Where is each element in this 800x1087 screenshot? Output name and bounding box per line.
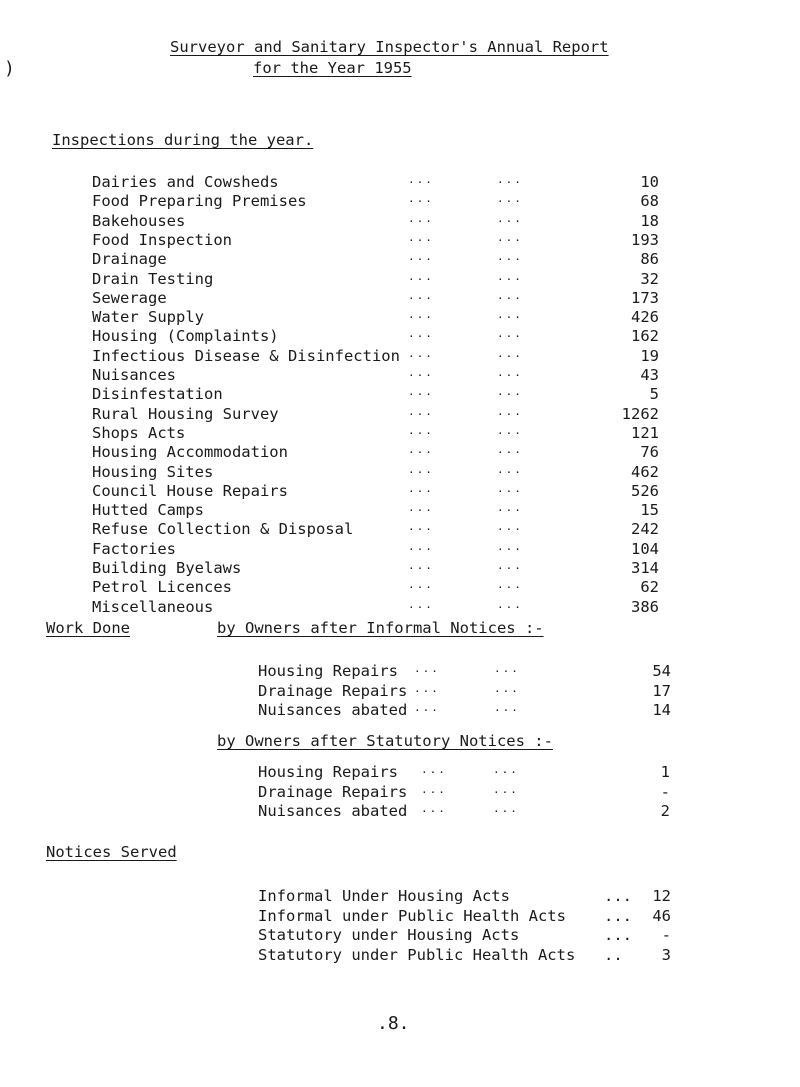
leader-dots: ... [421,763,447,776]
inspection-row-label: Refuse Collection & Disposal [92,520,354,539]
inspection-row [92,385,659,405]
inspection-row-label: Infectious Disease & Disinfection [92,346,400,365]
report-year: for the Year 1955 [253,59,412,77]
leader-dots: ... [497,501,523,515]
inspection-row [92,212,659,232]
inspection-row [92,270,659,290]
inspection-row-label: Housing Accommodation [92,443,288,462]
informal-work-row-value: 17 [652,681,671,700]
leader-dots: ... [604,887,632,905]
inspection-row-value: 86 [640,250,659,269]
leader-dots: ... [497,578,523,592]
leader-dots: ... [497,539,523,553]
leader-dots: ... [408,173,434,186]
inspection-row-label: Food Preparing Premises [92,192,307,211]
inspection-row-value: 462 [631,462,659,481]
leader-dots: ... [408,192,434,206]
notice-row-label: Statutory under Housing Acts [258,926,520,944]
leader-dots: ... [497,211,523,225]
leader-dots: ... [421,782,447,796]
leader-dots: ... [408,288,434,302]
statutory-work-row-label: Housing Repairs [258,763,398,781]
informal-work-row-value: 14 [652,701,671,719]
inspection-row-value: 314 [631,559,659,577]
inspection-row-value: 526 [631,481,659,500]
leader-dots: ... [408,366,434,379]
leader-dots: ... [408,211,434,225]
inspection-row-value: 426 [631,308,659,327]
inspection-row [92,424,659,444]
inspection-row-label: Water Supply [92,308,204,327]
inspection-row-label: Drainage [92,250,167,269]
inspection-row [92,366,659,386]
inspection-row-label: Dairies and Cowsheds [92,173,279,191]
leader-dots: ... [497,597,523,611]
statutory-work-row-value: 1 [660,763,670,781]
leader-dots: ... [408,539,434,553]
notice-row-value: - [661,926,671,944]
inspection-row-value: 76 [640,443,659,462]
leader-dots: ... [408,501,434,515]
inspection-row [92,501,659,521]
inspections-heading: Inspections during the year. [52,131,314,149]
page-number: .8. [377,1013,410,1034]
inspection-row [92,347,659,367]
leader-dots: ... [493,782,519,796]
inspection-row [92,482,659,502]
statutory-work-row [258,783,670,803]
inspection-row-value: 32 [640,269,659,288]
inspection-row-value: 162 [631,327,659,346]
inspection-row-value: 173 [631,288,659,307]
notice-row-value: 3 [661,945,671,964]
leader-dots: ... [408,346,434,360]
leader-dots: ... [497,559,523,572]
inspection-row-label: Food Inspection [92,230,232,249]
inspection-row-label: Disinfestation [92,385,223,404]
leader-dots: ... [497,288,523,302]
statutory-notices-heading: by Owners after Statutory Notices :- [217,732,553,750]
leader-dots: ... [408,385,434,399]
work-done-heading: Work Done [46,619,130,637]
inspection-row-value: 19 [640,346,659,365]
inspection-row-label: Shops Acts [92,423,186,442]
statutory-work-row-value: - [660,782,670,801]
informal-work-row-label: Drainage Repairs [258,681,408,700]
leader-dots: ... [408,520,434,534]
leader-dots: ... [497,443,523,457]
inspection-row-label: Sewerage [92,288,167,307]
leader-dots: ... [497,327,523,341]
notice-row-value: 12 [652,887,671,905]
statutory-work-row-label: Nuisances abated [258,802,408,820]
inspection-row [92,405,659,425]
inspection-row-value: 15 [640,501,659,520]
leader-dots: ... [494,701,520,714]
leader-dots: ... [408,269,434,283]
notice-row [258,946,671,966]
notice-row-value: 46 [652,906,671,925]
statutory-work-row [258,802,670,822]
leader-dots: ... [408,250,434,264]
inspection-row-value: 10 [640,173,659,191]
inspection-row-label: Housing (Complaints) [92,327,279,346]
inspection-row-label: Miscellaneous [92,597,214,616]
notice-row [258,887,671,907]
leader-dots: ... [497,346,523,360]
leader-dots: ... [408,481,434,495]
leader-dots: ... [497,230,523,244]
inspection-row [92,192,659,212]
leader-dots: ... [408,559,434,572]
inspection-row-value: 43 [640,366,659,384]
notice-row [258,907,671,927]
inspection-row-label: Drain Testing [92,269,214,288]
leader-dots: ... [497,385,523,399]
leader-dots: ... [414,662,440,675]
leader-dots: ... [497,366,523,379]
report-title: Surveyor and Sanitary Inspector's Annual Report [170,38,609,56]
inspection-row-label: Building Byelaws [92,559,242,577]
leader-dots: ... [497,192,523,206]
leader-dots: ... [408,327,434,341]
leader-dots: ... [494,681,520,695]
inspection-row-label: Petrol Licences [92,578,232,597]
leader-dots: ... [408,578,434,592]
leader-dots: ... [493,802,519,815]
informal-notices-heading: by Owners after Informal Notices :- [217,619,544,637]
notices-served-heading: Notices Served [46,843,177,861]
leader-dots: ... [497,423,523,437]
informal-work-row [258,682,671,702]
leader-dots: ... [604,926,632,944]
notice-row-label: Statutory under Public Health Acts [258,945,576,964]
inspection-row-value: 104 [631,539,659,558]
inspection-row [92,463,659,483]
notice-row-label: Informal under Public Health Acts [258,906,566,925]
leader-dots: ... [497,404,523,418]
inspection-row-value: 5 [649,385,659,404]
inspection-row-value: 386 [631,597,659,616]
leader-dots: ... [497,481,523,495]
leader-dots: ... [408,308,434,322]
inspection-row [92,327,659,347]
leader-dots: ... [497,462,523,476]
leader-dots: ... [497,250,523,264]
inspection-row [92,173,659,193]
inspection-row [92,308,659,328]
inspection-row-value: 1262 [621,404,659,423]
inspection-row [92,578,659,598]
leader-dots: ... [494,662,520,675]
leader-dots: ... [604,906,632,925]
inspection-row-value: 193 [631,230,659,249]
informal-work-row [258,701,671,721]
leader-dots: ... [408,230,434,244]
statutory-work-row-value: 2 [660,802,670,820]
inspection-row-label: Rural Housing Survey [92,404,279,423]
informal-work-row-value: 54 [652,662,671,680]
inspection-row [92,559,659,579]
inspection-row [92,443,659,463]
inspection-row [92,598,659,618]
inspection-row-label: Bakehouses [92,211,186,230]
inspection-row [92,250,659,270]
leader-dots: ... [408,404,434,418]
inspection-row [92,231,659,251]
margin-mark: ) [4,58,15,79]
informal-work-row [258,662,671,682]
inspection-row-value: 242 [631,520,659,539]
inspection-row-value: 68 [640,192,659,211]
leader-dots: ... [421,802,447,815]
leader-dots: ... [414,681,440,695]
inspection-row-value: 62 [640,578,659,597]
statutory-work-row-label: Drainage Repairs [258,782,408,801]
inspection-row-value: 18 [640,211,659,230]
leader-dots: ... [408,597,434,611]
inspection-row-label: Nuisances [92,366,176,384]
statutory-work-row [258,763,670,783]
notice-row [258,926,671,946]
leader-dots: ... [414,701,440,714]
leader-dots: ... [408,423,434,437]
leader-dots: .. [604,945,623,964]
leader-dots: ... [497,520,523,534]
leader-dots: ... [497,308,523,322]
leader-dots: ... [408,443,434,457]
inspection-row-label: Factories [92,539,176,558]
leader-dots: ... [497,173,523,186]
leader-dots: ... [497,269,523,283]
inspection-row-value: 121 [631,423,659,442]
inspection-row-label: Council House Repairs [92,481,288,500]
notice-row-label: Informal Under Housing Acts [258,887,510,905]
inspection-row [92,289,659,309]
inspection-row-label: Housing Sites [92,462,214,481]
informal-work-row-label: Nuisances abated [258,701,408,719]
inspection-row [92,540,659,560]
informal-work-row-label: Housing Repairs [258,662,398,680]
inspection-row-label: Hutted Camps [92,501,204,520]
leader-dots: ... [408,462,434,476]
inspection-row [92,520,659,540]
leader-dots: ... [493,763,519,776]
